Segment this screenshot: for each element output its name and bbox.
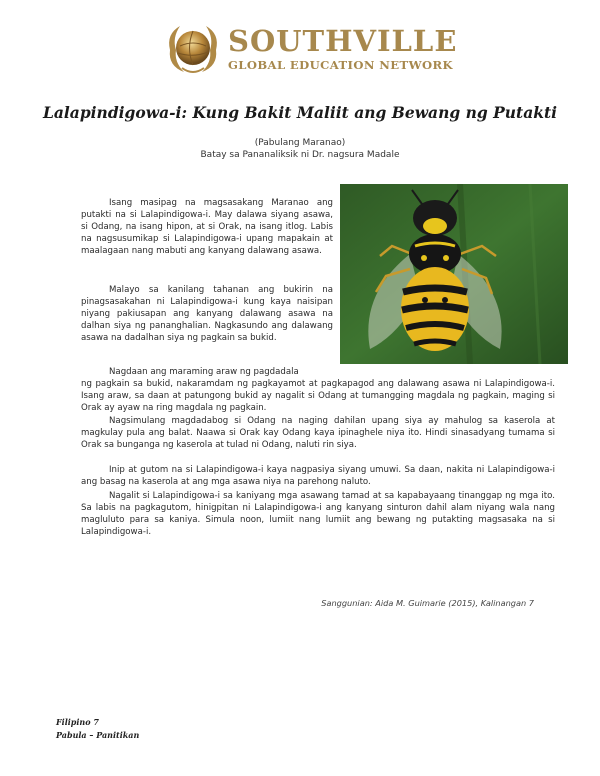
paragraph-3-start: Nagdaan ang maraming araw ng pagdadala [109,367,299,377]
school-logo [162,20,458,80]
logo-name: SOUTHVILLE [228,24,458,58]
page-title: Lalapindigowa-i: Kung Bakit Maliit ang Bewang ng Putakti [42,103,558,122]
paragraph-3-rest: ng pagkain sa bukid, nakaramdam ng pagkayamot at pagkapagod ang dalawang asawa ni Lalapindigowa-i. Isang araw, sa daan at patungong bukid ay nagalit si Odang at tumangging magdala ng pagkain, maging si Orak ay ayaw na ring magdala ng pagkain. [81,379,555,414]
wasp-photo [340,184,568,364]
paragraph-1: Isang masipag na magsasakang Maranao ang putakti na si Lalapindigowa-i. May dalawa siyang asawa, si Odang, na isang hipon, at si Orak, na isang itlog. Labis na nagsusumikap si Lalapindigowa-i upang mapakain at maalagaan nang mabuti ang kanyang dalawang asawa. [81,198,333,257]
research-credit: Batay sa Pananaliksik ni Dr. nagsura Madale [200,150,400,160]
paragraph-6: Nagalit si Lalapindigowa-i sa kaniyang mga asawang tamad at sa kapabayaang tinanggap ng mga ito. Sa labis na pagkagutom, hinigpitan ni Lalapindigowa-i ang kanyang sinturon dahil alam niyang wala nang magluluto para sa kaniya. Simula noon, lumiit nang lumiit ang bewang ng putakting magsasaka na si Lalapindigowa-i. [81,491,555,538]
logo-subtitle: GLOBAL EDUCATION NETWORK [228,58,454,72]
source-citation: Sanggunian: Aida M. Guimarie (2015), Kalinangan 7 [321,598,534,608]
paragraph-2: Malayo sa kanilang tahanan ang bukirin na pinagsasakahan ni Lalapindigowa-i kung kaya naisipan niyang pakiusapan ang kanyang dalawang asawa na dalhan siya ng pananghalian. Nagkasundo ang dalawang asawa na dadalhan siya ng pagkain sa bukid. [81,285,333,344]
paragraph-4: Nagsimulang magdadabog si Odang na naging dahilan upang siya ay mahulog sa kaserola at magkulay pula ang balat. Naawa si Orak kay Odang kaya ipinaghele niya ito. Hindi sinasadyang tumama si Orak sa bunganga ng kaserola at tulad ni Odang, naluti rin siya. [81,416,555,451]
globe-emblem-icon [162,20,224,80]
footer-topic: Pabula – Panitikan [56,730,140,740]
genre-subtitle: (Pabulang Maranao) [254,138,346,148]
footer-subject: Filipino 7 [56,717,99,727]
paragraph-5: Inip at gutom na si Lalapindigowa-i kaya nagpasiya siyang umuwi. Sa daan, nakita ni Lalapindigowa-i ang basag na kaserola at ang mga asawa niya na parehong naluto. [81,465,555,488]
